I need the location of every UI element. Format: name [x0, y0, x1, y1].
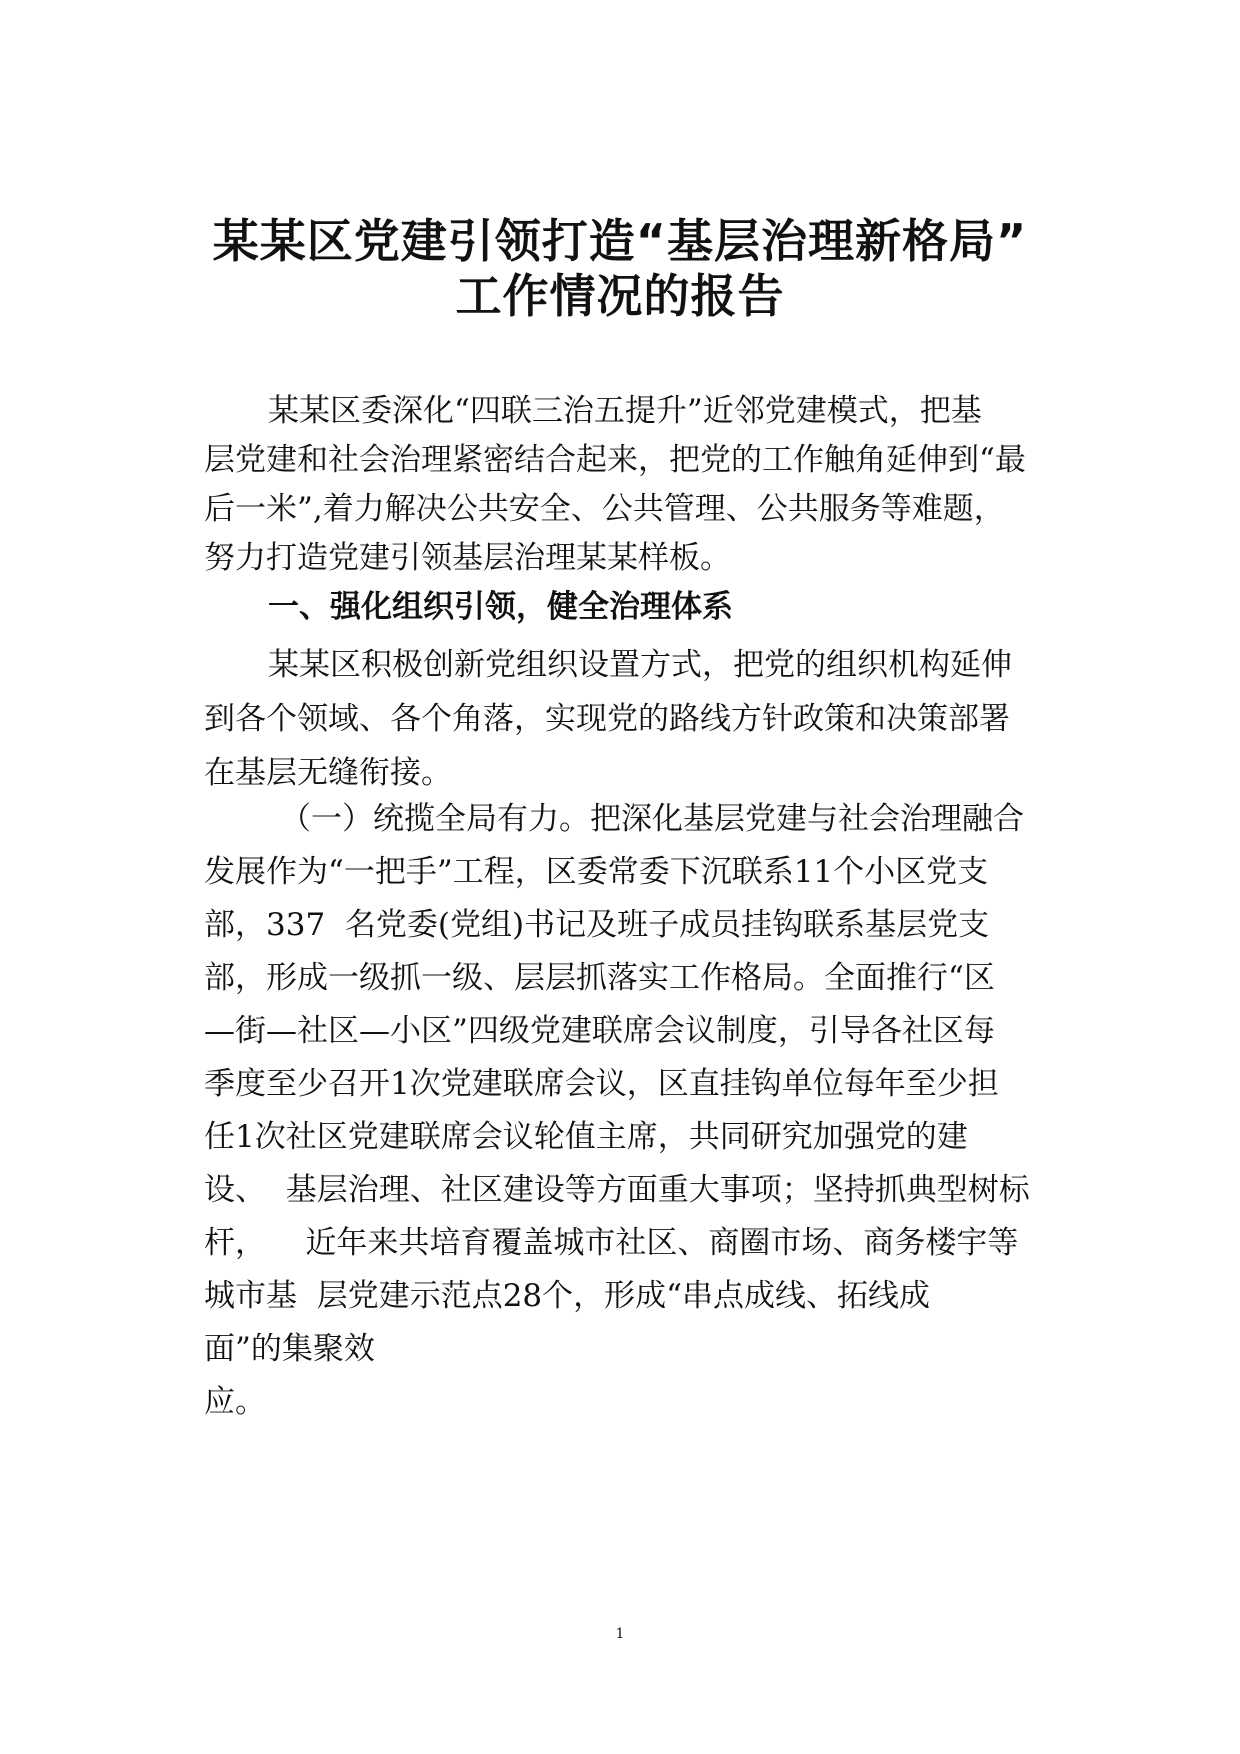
- page-number: 1: [615, 1626, 625, 1642]
- subsection1-line-12: 应。: [204, 1384, 266, 1420]
- subsection1-line-4: 部，形成一级抓一级、层层抓落实工作格局。全面推行“区: [204, 960, 995, 996]
- intro-line-3: 后一米”,着力解决公共安全、公共管理、公共服务等难题，: [204, 491, 1005, 527]
- document-title-line-1: 某某区党建引领打造“基层治理新格局”: [212, 214, 1028, 268]
- subsection1-line-2: 发展作为“一把手”工程，区委常委下沉联系11个小区党支: [204, 854, 989, 890]
- subsection1-line-7: 任1次社区党建联席会议轮值主席，共同研究加强党的建: [204, 1119, 968, 1155]
- section1-line-2: 到各个领域、各个角落，实现党的路线方针政策和决策部署: [204, 701, 1010, 737]
- subsection1-line-9: 杆， 近年来共培育覆盖城市社区、商圈市场、商务楼宇等: [204, 1225, 1019, 1261]
- section1-line-1: 某某区积极创新党组织设置方式，把党的组织机构延伸: [268, 647, 1012, 683]
- subsection1-line-11: 面”的集聚效: [204, 1331, 375, 1367]
- section-heading-1: 一、强化组织引领，健全治理体系: [268, 589, 733, 625]
- intro-line-2: 层党建和社会治理紧密结合起来，把党的工作触角延伸到“最: [204, 442, 1026, 478]
- subsection1-line-8: 设、 基层治理、社区建设等方面重大事项；坚持抓典型树标: [204, 1172, 1030, 1208]
- subsection1-line-5: —街—社区—小区”四级党建联席会议制度，引导各社区每: [204, 1013, 995, 1049]
- subsection1-line-10: 城市基 层党建示范点28个，形成“串点成线、拓线成: [204, 1278, 931, 1314]
- subsection1-line-1: （一）统揽全局有力。把深化基层党建与社会治理融合: [280, 801, 1024, 837]
- document-title-line-2: 工作情况的报告: [455, 269, 785, 323]
- section1-line-3: 在基层无缝衔接。: [204, 755, 452, 791]
- intro-line-4: 努力打造党建引领基层治理某某样板。: [204, 540, 731, 576]
- subsection1-line-6: 季度至少召开1次党建联席会议，区直挂钩单位每年至少担: [204, 1066, 999, 1102]
- intro-line-1: 某某区委深化“四联三治五提升”近邻党建模式，把基: [268, 393, 982, 429]
- subsection1-line-3: 部，337 名党委(党组)书记及班子成员挂钩联系基层党支: [204, 907, 990, 943]
